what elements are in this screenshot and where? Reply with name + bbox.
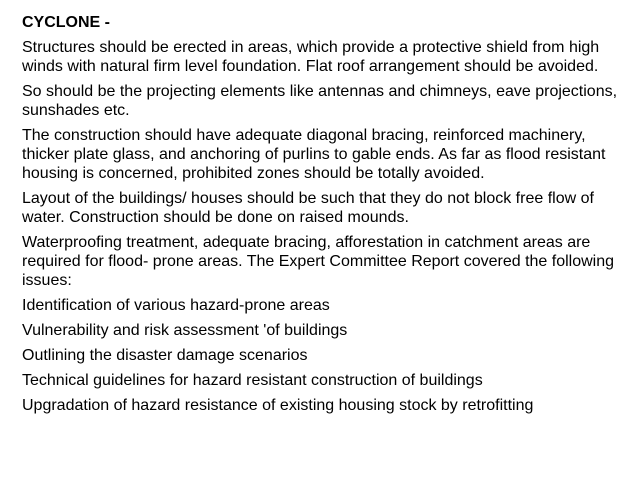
section-heading: CYCLONE - bbox=[22, 14, 110, 31]
paragraph-layout: Layout of the buildings/ houses should be such that they do not block free flow of water. Construction should be done on raised mounds. bbox=[22, 190, 594, 226]
paragraph-bracing: The construction should have adequate diagonal bracing, reinforced machinery, thicker plate glass, and anchoring of purlins to gable ends. As far as flood resistant housing is concerned, prohibited zones should be totally avoided. bbox=[22, 127, 606, 182]
paragraph-projecting-elements: So should be the projecting elements like antennas and chimneys, eave projections, sunshades etc. bbox=[22, 83, 618, 119]
document-page bbox=[22, 13, 622, 421]
issue-hazard-prone-areas: Identification of various hazard-prone areas bbox=[22, 297, 330, 314]
issue-retrofitting: Upgradation of hazard resistance of existing housing stock by retrofitting bbox=[22, 397, 534, 414]
issue-technical-guidelines: Technical guidelines for hazard resistant construction of buildings bbox=[22, 372, 483, 389]
paragraph-waterproofing: Waterproofing treatment, adequate bracing, afforestation in catchment areas are required for flood- prone areas. The Expert Committee Report covered the following issues: bbox=[22, 234, 615, 289]
issue-damage-scenarios: Outlining the disaster damage scenarios bbox=[22, 347, 308, 364]
issue-vulnerability-assessment: Vulnerability and risk assessment 'of buildings bbox=[22, 322, 348, 339]
paragraph-protective-shield: Structures should be erected in areas, which provide a protective shield from high winds with natural firm level foundation. Flat roof arrangement should be avoided. bbox=[22, 39, 600, 75]
